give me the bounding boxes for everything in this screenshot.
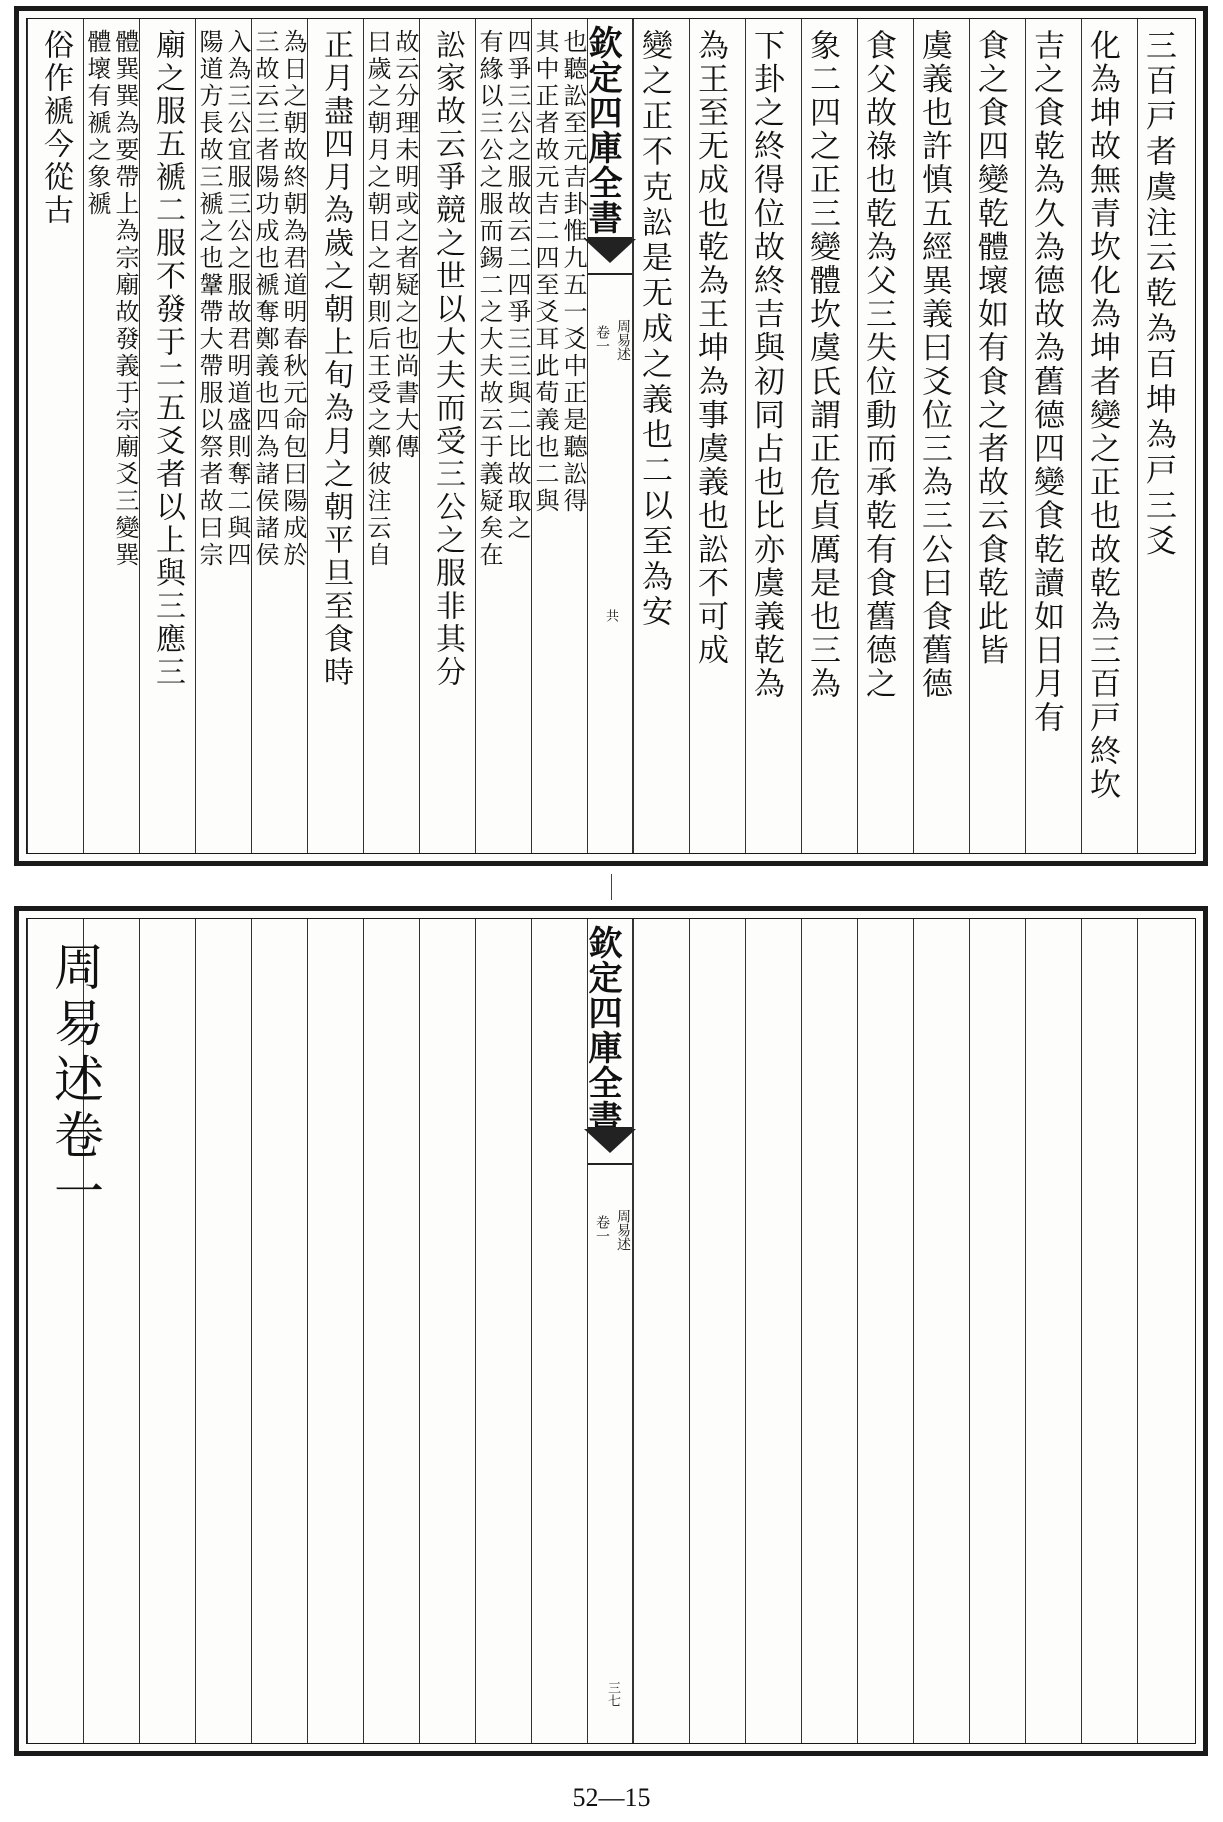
column-text: 三故云三者陽功成也褫奪鄭義也四為諸侯諸侯 [251, 29, 279, 569]
text-column [1137, 919, 1193, 1743]
text-column [1025, 919, 1081, 1743]
column-text: 四爭三公之服故云二四爭三三與二比故取之 [503, 29, 531, 542]
column-text: 變之正不克訟是无成之義也二以至為安 [636, 29, 672, 631]
text-column [913, 919, 969, 1743]
text-column [363, 919, 419, 1743]
text-column [913, 19, 969, 853]
column-text: 廟之服五褫二服不發于二五爻者以上與三應三 [150, 29, 185, 689]
column-text: 其中正者故元吉二四至爻耳此荀義也二與 [531, 29, 559, 515]
spine-book-label-bottom: 周易述 [615, 1209, 631, 1251]
bottom-leaf [14, 906, 1208, 1756]
text-column [307, 19, 363, 853]
spine-title: 欽定四庫全書 [582, 25, 622, 235]
column-text: 食之食四變乾體壞如有食之者故云食乾此皆 [972, 29, 1008, 668]
text-column [27, 19, 83, 853]
column-text: 曰歲之朝月之朝日之朝則后王受之鄭彼注云自 [363, 29, 391, 569]
fishtail-mark [588, 237, 632, 275]
text-column [83, 19, 139, 853]
text-column [475, 919, 531, 1743]
spine-title-bottom: 欽定四庫全書 [582, 925, 622, 1135]
bottom-spine [582, 919, 633, 1743]
spine-juan-label: 卷一 [594, 325, 610, 353]
column-text: 三百戸者虞注云乾為百坤為戸三爻 [1140, 29, 1176, 560]
column-text: 吉之食乾為久為德故為舊德四變食乾讀如日月有 [1028, 29, 1064, 735]
leaf-connector [611, 874, 612, 900]
top-spine [582, 19, 633, 853]
column-text: 入為三公宜服三公之服故君明道盛則奪二與四 [223, 29, 251, 569]
column-text: 為日之朝故終朝為君道明春秋元命包曰陽成於 [279, 29, 307, 569]
text-column [195, 919, 251, 1743]
text-column [801, 919, 857, 1743]
text-column [195, 19, 251, 853]
column-text: 象二四之正三變體坎虞氏謂正危貞厲是也三為 [804, 29, 840, 701]
column-text: 訟家故云爭競之世以大夫而受三公之服非其分 [430, 29, 465, 689]
bottom-leaf-frame [26, 918, 1196, 1744]
fishtail-mark-bottom [588, 1127, 632, 1165]
column-text: 食父故祿也乾為父三失位動而承乾有食舊德之 [860, 29, 896, 701]
text-column [139, 19, 195, 853]
column-text: 俗作褫今從古 [38, 29, 73, 227]
spine-book-label: 周易述 [615, 319, 631, 361]
text-column [633, 19, 689, 853]
text-column [689, 919, 745, 1743]
column-text: 也聽訟至元吉卦惟九五一爻中正是聽訟得 [559, 29, 587, 515]
spine-juan-label-bottom: 卷一 [594, 1215, 610, 1243]
top-leaf [14, 6, 1208, 866]
text-column [969, 19, 1025, 853]
spine-folio-bottom: 三七 [605, 1681, 620, 1707]
column-text: 化為坤故無青坎化為坤者變之正也故乾為三百戸終坎 [1084, 29, 1120, 802]
column-text: 陽道方長故三褫之也鞶帶大帶服以祭者故曰宗 [195, 29, 223, 569]
text-column [307, 919, 363, 1743]
column-text: 體壞有褫之象褫 [83, 29, 111, 218]
text-column [857, 919, 913, 1743]
column-text: 有緣以三公之服而錫二之大夫故云于義疑矣在 [475, 29, 503, 569]
text-column [475, 19, 531, 853]
column-text: 為王至无成也乾為王坤為事虞義也訟不可成 [692, 29, 728, 668]
end-title: 周易述卷一 [46, 941, 104, 1221]
column-text: 正月盡四月為歲之朝上旬為月之朝平旦至食時 [318, 29, 353, 689]
text-column [689, 19, 745, 853]
text-column [251, 919, 307, 1743]
text-column [969, 919, 1025, 1743]
text-column [1081, 19, 1137, 853]
column-text: 虞義也許慎五經異義曰爻位三為三公曰食舊德 [916, 29, 952, 701]
top-leaf-frame [26, 18, 1196, 854]
text-column [1081, 919, 1137, 1743]
page-number: 52—15 [572, 1783, 651, 1812]
column-text: 體巽巽為要帶上為宗廟故發義于宗廟爻三變巽 [111, 29, 139, 569]
text-column [633, 919, 689, 1743]
text-column [419, 919, 475, 1743]
text-column [745, 19, 801, 853]
text-column [363, 19, 419, 853]
text-column [745, 919, 801, 1743]
column-text: 下卦之終得位故終吉與初同占也比亦虞義乾為 [748, 29, 784, 701]
text-column [1137, 19, 1193, 853]
text-column [801, 19, 857, 853]
text-column [1025, 19, 1081, 853]
column-text: 故云分理未明或之者疑之也尚書大傳 [391, 29, 419, 461]
spine-folio: 共 [603, 609, 618, 622]
text-column [251, 19, 307, 853]
text-column [139, 919, 195, 1743]
text-column [857, 19, 913, 853]
text-column [419, 19, 475, 853]
